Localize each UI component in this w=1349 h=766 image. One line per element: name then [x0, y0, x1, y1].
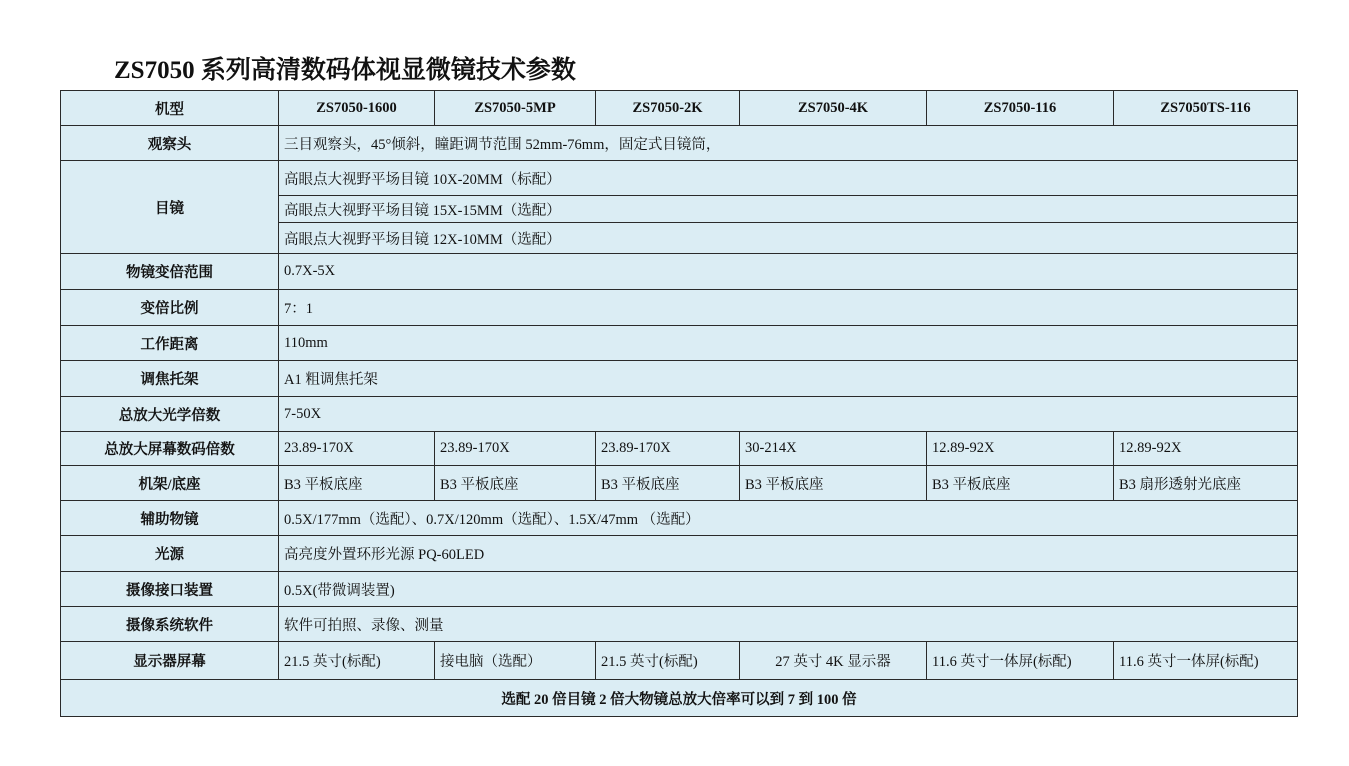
row-label: 光源: [61, 536, 279, 572]
row-value: 0.5X/177mm（选配）、0.7X/120mm（选配）、1.5X/47mm （选配）: [279, 501, 1298, 536]
table-row: [61, 501, 1298, 536]
table-row: [61, 290, 1298, 326]
table-row: [61, 161, 1298, 196]
row-value: 21.5 英寸(标配): [596, 642, 740, 680]
table-row: [61, 126, 1298, 161]
header-row: [61, 91, 1298, 126]
row-value: 11.6 英寸一体屏(标配): [927, 642, 1114, 680]
table-row: [61, 642, 1298, 680]
model-header: ZS7050-5MP: [435, 91, 596, 126]
row-value: 11.6 英寸一体屏(标配): [1114, 642, 1298, 680]
row-value: 高眼点大视野平场目镜 10X-20MM（标配）: [279, 161, 1298, 196]
row-value: 高亮度外置环形光源 PQ-60LED: [279, 536, 1298, 572]
model-header: ZS7050-116: [927, 91, 1114, 126]
table-row: [61, 326, 1298, 361]
row-value: 高眼点大视野平场目镜 12X-10MM（选配）: [279, 223, 1298, 254]
row-value: A1 粗调焦托架: [279, 361, 1298, 397]
row-value: 30-214X: [740, 432, 927, 466]
row-value: B3 平板底座: [596, 466, 740, 501]
row-value: 软件可拍照、录像、测量: [279, 607, 1298, 642]
model-header: ZS7050-4K: [740, 91, 927, 126]
table-row: [61, 254, 1298, 290]
model-header: ZS7050-2K: [596, 91, 740, 126]
row-value: 高眼点大视野平场目镜 15X-15MM（选配）: [279, 196, 1298, 223]
table-row: [61, 397, 1298, 432]
table-row: [61, 361, 1298, 397]
row-label: 目镜: [61, 161, 279, 254]
table-row: [61, 466, 1298, 501]
table-row: [61, 607, 1298, 642]
page-title: ZS7050 系列高清数码体视显微镜技术参数: [114, 57, 576, 84]
row-value: 接电脑（选配）: [435, 642, 596, 680]
row-value: B3 平板底座: [927, 466, 1114, 501]
spec-table: [60, 90, 1298, 717]
footer-note: 选配 20 倍目镜 2 倍大物镜总放大倍率可以到 7 到 100 倍: [61, 680, 1298, 717]
row-label: 总放大屏幕数码倍数: [61, 432, 279, 466]
table-row: [61, 432, 1298, 466]
row-label: 工作距离: [61, 326, 279, 361]
row-label: 机架/底座: [61, 466, 279, 501]
row-value: 21.5 英寸(标配): [279, 642, 435, 680]
row-value: 27 英寸 4K 显示器: [740, 642, 927, 680]
row-label: 观察头: [61, 126, 279, 161]
header-label: 机型: [61, 91, 279, 126]
model-header: ZS7050TS-116: [1114, 91, 1298, 126]
row-value: 110mm: [279, 326, 1298, 361]
row-value: 12.89-92X: [927, 432, 1114, 466]
row-label: 调焦托架: [61, 361, 279, 397]
row-value: 0.5X(带微调装置): [279, 572, 1298, 607]
row-label: 物镜变倍范围: [61, 254, 279, 290]
row-value: 23.89-170X: [279, 432, 435, 466]
row-label: 摄像接口装置: [61, 572, 279, 607]
table-row: [61, 572, 1298, 607]
row-value: 23.89-170X: [435, 432, 596, 466]
row-value: B3 扇形透射光底座: [1114, 466, 1298, 501]
row-value: 12.89-92X: [1114, 432, 1298, 466]
row-value: 23.89-170X: [596, 432, 740, 466]
row-value: B3 平板底座: [435, 466, 596, 501]
row-value: 0.7X-5X: [279, 254, 1298, 290]
model-header: ZS7050-1600: [279, 91, 435, 126]
row-label: 辅助物镜: [61, 501, 279, 536]
row-label: 摄像系统软件: [61, 607, 279, 642]
row-value: 7：1: [279, 290, 1298, 326]
row-value: B3 平板底座: [279, 466, 435, 501]
footer-row: [61, 680, 1298, 717]
row-label: 变倍比例: [61, 290, 279, 326]
row-value: 三目观察头，45°倾斜，瞳距调节范围 52mm-76mm，固定式目镜筒，: [279, 126, 1298, 161]
row-label: 总放大光学倍数: [61, 397, 279, 432]
row-value: 7-50X: [279, 397, 1298, 432]
row-value: B3 平板底座: [740, 466, 927, 501]
table-row: [61, 536, 1298, 572]
row-label: 显示器屏幕: [61, 642, 279, 680]
